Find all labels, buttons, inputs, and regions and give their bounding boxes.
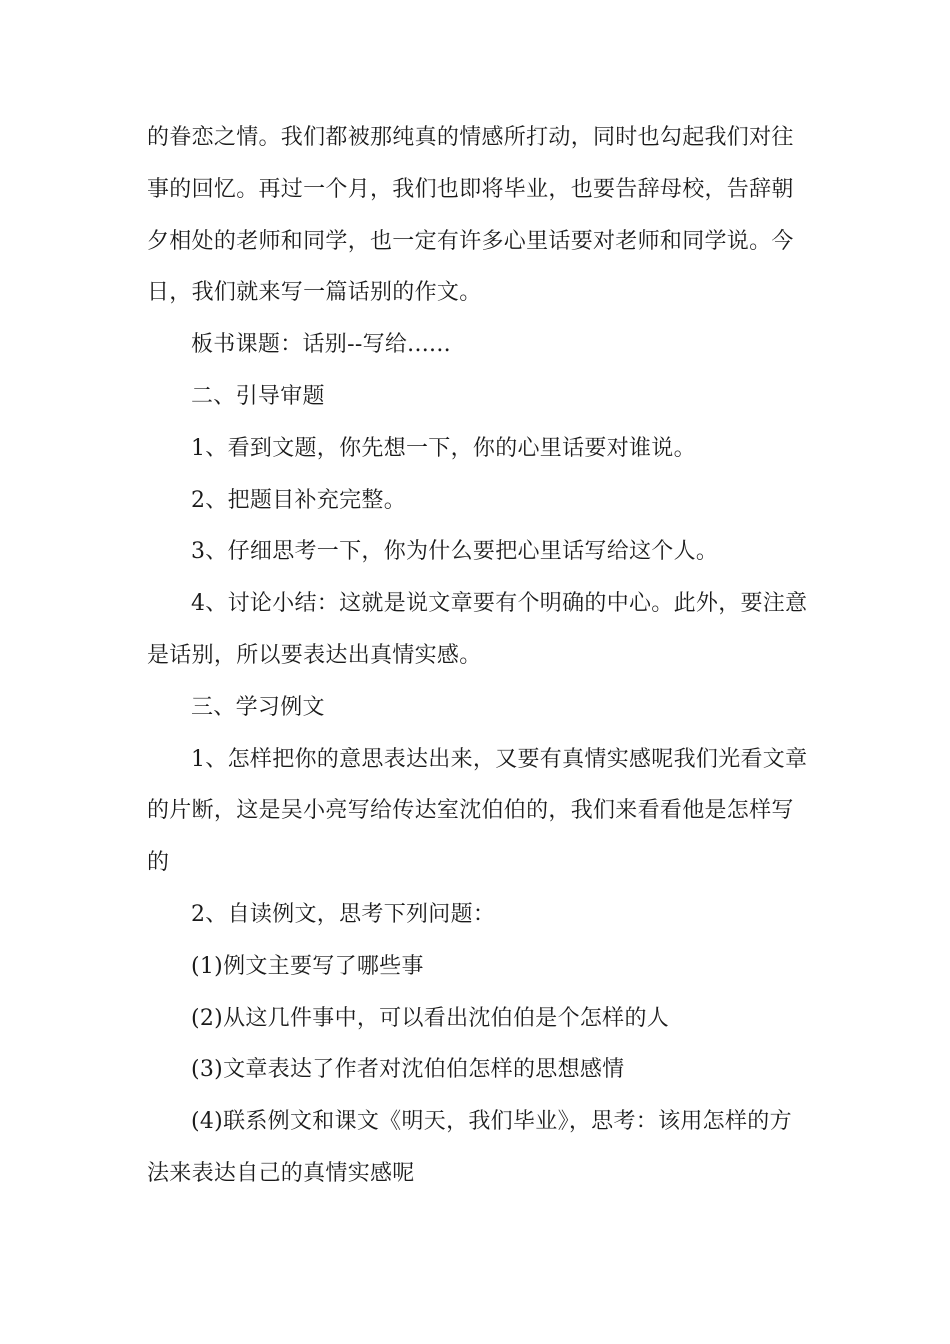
paragraph-continuation: 的眷恋之情。我们都被那纯真的情感所打动，同时也勾起我们对往事的回忆。再过一个月，我们也即将毕业，也要告辞母校，告辞朝夕相处的老师和同学，也一定有许多心里话要对老师和同学说。今日，我们就来写一篇话别的作文。 bbox=[147, 125, 794, 306]
paragraph-board-title: 板书课题：话别--写给...... bbox=[191, 332, 451, 358]
document-body bbox=[147, 112, 811, 1200]
section-heading-guide: 二、引导审题 bbox=[191, 383, 325, 409]
question-3: (3)文章表达了作者对沈伯伯怎样的思想感情 bbox=[191, 1057, 625, 1083]
paragraph-item-4: 4、讨论小结：这就是说文章要有个明确的中心。此外，要注意是话别，所以要表达出真情实感。 bbox=[147, 591, 808, 668]
question-1: (1)例文主要写了哪些事 bbox=[191, 953, 424, 979]
question-2: (2)从这几件事中，可以看出沈伯伯是个怎样的人 bbox=[191, 1005, 670, 1031]
question-4: (4)联系例文和课文《明天，我们毕业》，思考：该用怎样的方法来表达自己的真情实感呢 bbox=[147, 1109, 792, 1186]
paragraph-item-1: 1、看到文题，你先想一下，你的心里话要对谁说。 bbox=[191, 435, 696, 461]
paragraph-example-1: 1、怎样把你的意思表达出来，又要有真情实感呢我们光看文章的片断，这是吴小亮写给传达室沈伯伯的，我们来看看他是怎样写的 bbox=[147, 746, 808, 876]
paragraph-item-2: 2、把题目补充完整。 bbox=[191, 487, 406, 513]
section-heading-example: 三、学习例文 bbox=[191, 694, 325, 720]
paragraph-item-3: 3、仔细思考一下，你为什么要把心里话写给这个人。 bbox=[191, 539, 719, 565]
paragraph-example-2: 2、自读例文，思考下列问题： bbox=[191, 901, 496, 927]
